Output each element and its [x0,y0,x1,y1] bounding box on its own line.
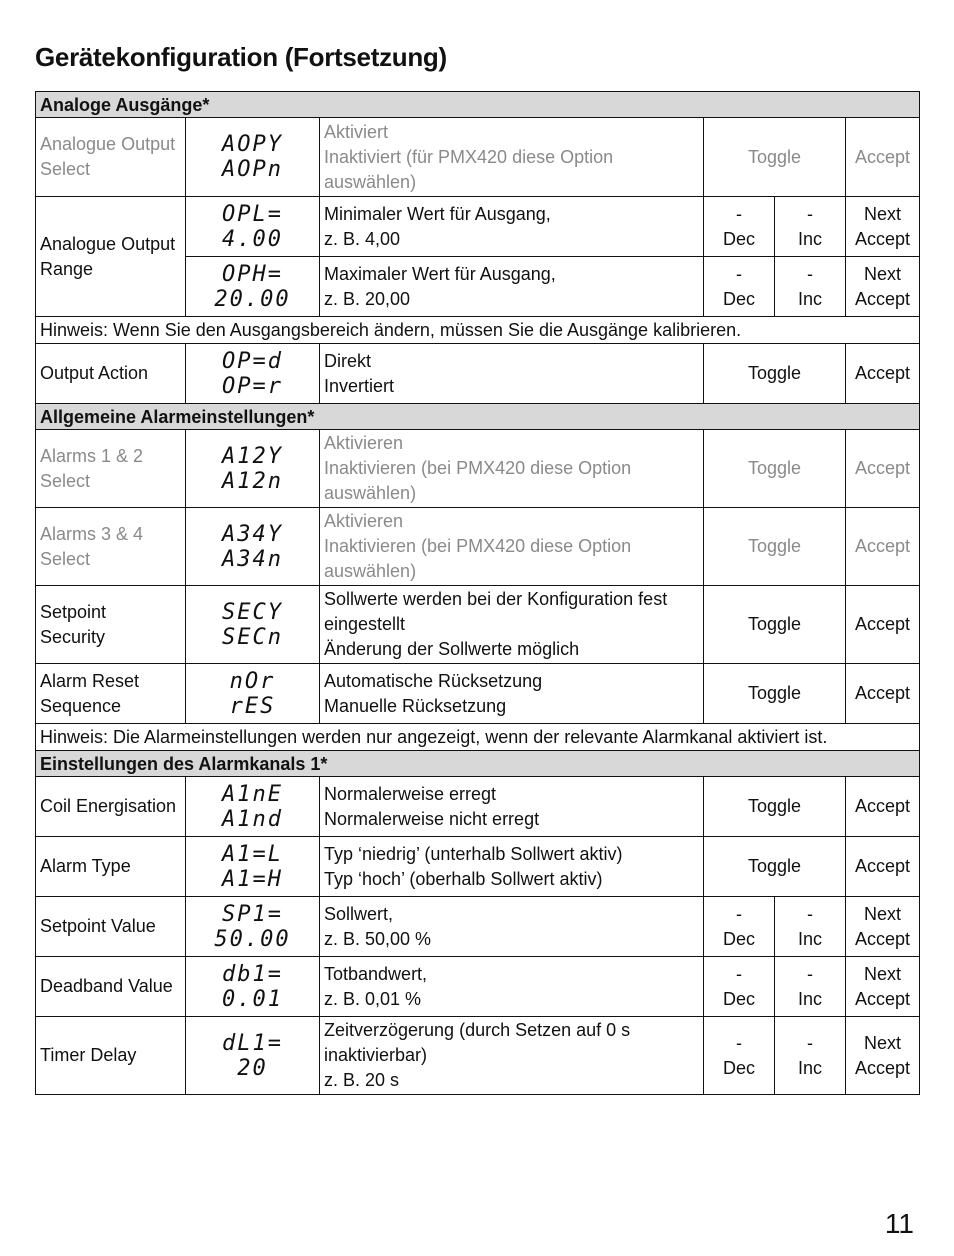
description [320,344,704,404]
display-code [186,957,320,1017]
parameter-name [36,957,186,1017]
display-line: 20 [237,1055,268,1081]
description-line: Manuelle Rücksetzung [324,695,507,716]
accept-key: Accept [846,837,920,897]
key-line: Dec [722,228,755,249]
description-line: Normalerweise nicht erregt [324,808,540,829]
key-line: - [807,963,813,984]
description-line: Inaktivieren (bei PMX420 diese Option [324,458,632,478]
inc-key [775,957,846,1017]
description-line: inaktivierbar) [324,1045,428,1065]
key-line: Accept [855,988,911,1009]
description-line: Maximaler Wert für Ausgang, [324,263,556,284]
key-line: Inc [797,928,822,949]
description-line: eingestellt [324,614,406,634]
key-line: - [807,903,813,924]
description-line: Totbandwert, [324,963,428,984]
table-row [36,430,920,508]
parameter-name [36,897,186,957]
parameter-name [36,197,186,317]
display-code [186,837,320,897]
note-row [36,317,920,344]
name-line: Output Action [40,363,149,383]
section-header-alarm-channel-1: Einstellungen des Alarmkanals 1* [36,751,920,777]
display-line: SP1= [222,901,283,927]
key-line: - [736,203,742,224]
display-line: A1nd [222,806,283,832]
dec-key [704,1017,775,1095]
display-line: A34Y [222,521,283,547]
section-header-analog-outputs: Analoge Ausgänge* [36,92,920,118]
parameter-name [36,508,186,586]
key-line: - [736,963,742,984]
description [320,197,704,257]
key-line: Accept [855,1057,911,1078]
note-row [36,724,920,751]
configuration-table [35,91,920,1095]
inc-key [775,197,846,257]
toggle-key: Toggle [704,837,846,897]
name-line: Timer Delay [40,1045,137,1065]
description [320,508,704,586]
key-line: - [807,263,813,284]
key-line: Inc [797,1057,822,1078]
name-line: Analogue Output [40,233,176,254]
name-line: Select [40,548,91,569]
page-number: 11 [884,1208,914,1239]
display-line: nOr [229,668,276,694]
section-row [36,92,920,118]
name-line: Setpoint Value [40,916,156,936]
key-line: Accept [855,288,911,309]
key-line: Accept [855,228,911,249]
accept-key [846,957,920,1017]
display-code [186,257,320,317]
description-line: Sollwerte werden bei der Konfiguration fest [324,589,668,609]
display-line: A12Y [222,443,283,469]
display-line: 0.01 [222,986,283,1012]
display-line: OPL= [222,201,283,227]
display-code [186,197,320,257]
name-line: Select [40,159,91,179]
accept-key: Accept [846,586,920,664]
accept-key: Accept [846,508,920,586]
display-line: A1nE [222,781,283,807]
display-line: A1=L [222,841,283,867]
description-line: z. B. 50,00 % [324,928,432,949]
name-line: Alarms 1 & 2 [40,445,144,466]
section-row [36,404,920,430]
key-line: - [736,263,742,284]
table-row [36,837,920,897]
name-line: Alarm Type [40,856,131,876]
display-code [186,118,320,197]
description [320,257,704,317]
toggle-key: Toggle [704,430,846,508]
display-line: rES [229,693,276,719]
parameter-name [36,430,186,508]
description-line: auswählen) [324,483,417,503]
display-line: AOPY [222,132,283,157]
description [320,430,704,508]
description-line: auswählen) [324,171,417,192]
key-line: Inc [797,288,822,309]
table-row [36,586,920,664]
display-line: dL1= [222,1030,283,1056]
description-line: Aktiviert [324,121,389,142]
toggle-key: Toggle [704,777,846,837]
description-line: z. B. 20 s [324,1070,400,1090]
name-line: Range [40,258,94,279]
display-line: OP=d [222,348,283,374]
table-row [36,777,920,837]
description [320,664,704,724]
note-text: Hinweis: Die Alarmeinstellungen werden nur angezeigt, wenn der relevante Alarmkanal aktiviert ist. [36,724,920,751]
description-line: Normalerweise erregt [324,783,497,804]
toggle-key: Toggle [704,508,846,586]
description-line: Typ ‘hoch’ (oberhalb Sollwert aktiv) [324,868,603,889]
key-line: Dec [722,1057,755,1078]
display-line: A1=H [222,866,283,892]
accept-key [846,1017,920,1095]
table-row [36,897,920,957]
description-line: Typ ‘niedrig’ (unterhalb Sollwert aktiv) [324,843,623,864]
name-line: Alarm Reset [40,670,140,691]
description-line: z. B. 20,00 [324,288,411,309]
description [320,777,704,837]
accept-key [846,197,920,257]
accept-key: Accept [846,344,920,404]
description-line: Invertiert [324,375,395,396]
name-line: Coil Energisation [40,796,177,816]
accept-key: Accept [846,777,920,837]
key-line: - [807,1032,813,1053]
dec-key [704,257,775,317]
dec-key [704,957,775,1017]
description-line: Änderung der Sollwerte möglich [324,639,580,659]
key-line: Dec [722,288,755,309]
display-line: 20.00 [214,286,291,312]
table-row [36,664,920,724]
key-line: Inc [797,988,822,1009]
toggle-key: Toggle [704,344,846,404]
key-line: Dec [722,988,755,1009]
parameter-name [36,777,186,837]
inc-key [775,257,846,317]
display-line: db1= [222,961,283,987]
accept-key: Accept [846,118,920,197]
dec-key [704,197,775,257]
display-line: SECY [222,599,283,625]
accept-key [846,257,920,317]
key-line: Accept [855,928,911,949]
inc-key [775,1017,846,1095]
description [320,118,704,197]
table-row [36,344,920,404]
name-line: Setpoint [40,601,107,622]
display-line: AOPn [222,157,283,182]
accept-key [846,897,920,957]
name-line: Sequence [40,695,122,716]
key-line: - [736,1032,742,1053]
key-line: Next [864,263,902,284]
key-line: - [807,203,813,224]
description [320,1017,704,1095]
display-code [186,1017,320,1095]
name-line: Select [40,470,91,491]
display-code [186,664,320,724]
display-code [186,586,320,664]
display-line: OP=r [222,373,283,399]
display-line: 4.00 [222,226,283,252]
parameter-name [36,1017,186,1095]
description-line: z. B. 4,00 [324,228,401,249]
description-line: Aktivieren [324,433,404,453]
name-line: Deadband Value [40,976,173,996]
description-line: Aktivieren [324,511,404,531]
section-header-general-alarms: Allgemeine Alarmeinstellungen* [36,404,920,430]
page-title: Gerätekonfiguration (Fortsetzung) [35,42,447,72]
accept-key: Accept [846,664,920,724]
display-code [186,344,320,404]
display-code [186,430,320,508]
parameter-name [36,344,186,404]
toggle-key: Toggle [704,664,846,724]
toggle-key: Toggle [704,118,846,197]
toggle-key: Toggle [704,586,846,664]
note-text: Hinweis: Wenn Sie den Ausgangsbereich ändern, müssen Sie die Ausgänge kalibrieren. [36,317,920,344]
key-line: Dec [722,928,755,949]
display-line: A12n [222,468,283,494]
description [320,586,704,664]
key-line: Next [864,963,902,984]
section-row [36,751,920,777]
display-code [186,777,320,837]
table-row [36,118,920,197]
display-code [186,508,320,586]
display-line: OPH= [222,261,283,287]
table-row [36,508,920,586]
description-line: Inaktiviert (für PMX420 diese Option [324,146,614,167]
dec-key [704,897,775,957]
description-line: auswählen) [324,561,417,581]
description [320,897,704,957]
accept-key: Accept [846,430,920,508]
table-row [36,957,920,1017]
description-line: Sollwert, [324,903,394,924]
parameter-name [36,837,186,897]
display-line: SECn [222,624,283,650]
table-row [36,197,920,257]
parameter-name [36,586,186,664]
key-line: - [736,903,742,924]
description [320,837,704,897]
description-line: Direkt [324,350,372,371]
description [320,957,704,1017]
display-line: A34n [222,546,283,572]
description-line: Inaktivieren (bei PMX420 diese Option [324,536,632,556]
inc-key [775,897,846,957]
display-line: 50.00 [214,926,291,952]
table-row [36,1017,920,1095]
parameter-name [36,118,186,197]
description-line: z. B. 0,01 % [324,988,422,1009]
name-line: Analogue Output [40,134,176,154]
description-line: Automatische Rücksetzung [324,670,543,691]
key-line: Next [864,903,902,924]
display-code [186,897,320,957]
key-line: Next [864,203,902,224]
name-line: Alarms 3 & 4 [40,523,144,544]
key-line: Next [864,1032,902,1053]
parameter-name [36,664,186,724]
key-line: Inc [797,228,822,249]
name-line: Security [40,626,106,647]
description-line: Minimaler Wert für Ausgang, [324,203,551,224]
description-line: Zeitverzögerung (durch Setzen auf 0 s [324,1020,631,1040]
